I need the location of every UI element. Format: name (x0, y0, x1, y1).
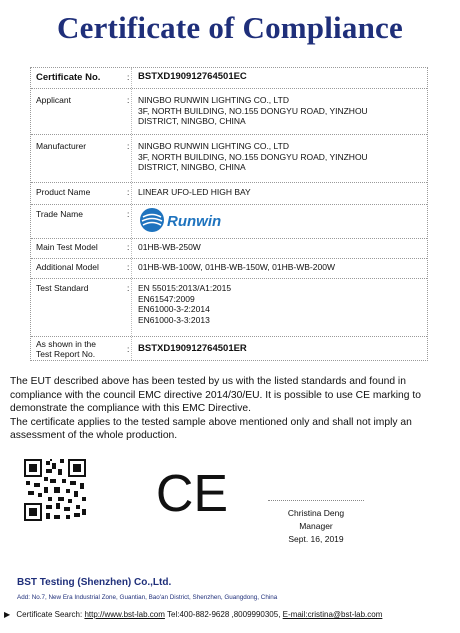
certificate-search-label: Certificate Search: (16, 610, 83, 619)
certificate-no-value: BSTXD190912764501EC (138, 71, 247, 82)
signatory-name: Christina Deng (287, 508, 345, 518)
lab-website-link[interactable]: http://www.bst-lab.com (84, 610, 165, 619)
certificate-search (4, 610, 382, 619)
product-name-row (31, 182, 427, 205)
qr-code (22, 457, 88, 523)
runwin-logo (138, 206, 228, 234)
test-standard-row (31, 278, 427, 337)
test-standard-label: Test Standard (36, 283, 89, 293)
colon: : (127, 95, 130, 105)
colon: : (127, 209, 130, 219)
additional-model-row (31, 258, 427, 279)
product-name-label: Product Name (36, 187, 91, 197)
main-test-model-row (31, 238, 427, 259)
product-name-value: LINEAR UFO-LED HIGH BAY (138, 187, 251, 197)
lab-email-link[interactable]: E-mail:cristina@bst-lab.com (282, 610, 383, 619)
manufacturer-label: Manufacturer (36, 141, 87, 151)
colon: : (127, 283, 130, 293)
test-report-value: BSTXD190912764501ER (138, 343, 247, 354)
certificate-no-label: Certificate No. (36, 72, 101, 83)
certificate-title: Certificate of Compliance (57, 10, 403, 45)
test-report-label: As shown in the Test Report No. (36, 339, 97, 359)
lab-address: Add: No.7, New Era Industrial Zone, Guantian, Bao'an District, Shenzhen, Guangdong, China (17, 594, 278, 601)
test-standard-line: EN61547:2009 (138, 293, 195, 304)
compliance-statement (10, 375, 450, 443)
manufacturer-line: 3F, NORTH BUILDING, NO.155 DONGYU ROAD, YINZHOU (138, 151, 368, 162)
colon: : (127, 72, 130, 82)
trade-name-label: Trade Name (36, 209, 83, 219)
signature-line (268, 500, 364, 501)
additional-model-label: Additional Model (36, 262, 99, 272)
applicant-row (31, 88, 427, 135)
arrow-icon: ▶ (4, 610, 11, 619)
manufacturer-row (31, 134, 427, 183)
colon: : (127, 141, 130, 151)
test-standard-line: EN61000-3-2:2014 (138, 304, 210, 314)
applicant-value (138, 95, 421, 127)
applicant-line: NINGBO RUNWIN LIGHTING CO., LTD (138, 95, 289, 105)
signature-date: Sept. 16, 2019 (288, 534, 344, 544)
main-test-model-label: Main Test Model (36, 242, 98, 252)
test-standard-line: EN61000-3-3:2013 (138, 314, 210, 325)
statement-paragraph: The certificate applies to the tested sample above mentioned only and shall not imply an assessment of the whole production. (10, 416, 412, 442)
lab-name: BST Testing (Shenzhen) Co.,Ltd. (17, 577, 172, 588)
test-standard-value (138, 283, 421, 325)
statement-paragraph: The EUT described above has been tested by us with the listed standards and found in compliance with the council EMC directive 2014/30/EU. It is possible to use CE marking to demonstrate the compliance with this EMC Directive. (10, 376, 421, 415)
applicant-line: DISTRICT, NINGBO, CHINA (138, 116, 246, 126)
manufacturer-line: NINGBO RUNWIN LIGHTING CO., LTD (138, 141, 289, 151)
test-report-row (31, 336, 427, 362)
colon: : (127, 344, 130, 354)
logo-wordmark: Runwin (167, 213, 222, 230)
main-test-model-value: 01HB-WB-250W (138, 242, 201, 252)
signatory-title: Manager (299, 521, 333, 531)
manufacturer-value (138, 141, 421, 173)
colon: : (127, 242, 130, 252)
certificate-details-table (30, 67, 428, 361)
applicant-label: Applicant (36, 95, 71, 105)
svg-text:CE: CE (155, 466, 229, 518)
applicant-line: 3F, NORTH BUILDING, NO.155 DONGYU ROAD, YINZHOU (138, 105, 368, 116)
ce-mark (152, 466, 232, 518)
additional-model-value: 01HB-WB-100W, 01HB-WB-150W, 01HB-WB-200W (138, 262, 335, 272)
certificate-no-row (31, 68, 427, 89)
trade-name-row (31, 204, 427, 239)
signature-block (268, 500, 364, 546)
manufacturer-line: DISTRICT, NINGBO, CHINA (138, 162, 246, 172)
test-standard-line: EN 55015:2013/A1:2015 (138, 283, 232, 293)
colon: : (127, 187, 130, 197)
colon: : (127, 262, 130, 272)
lab-phone: Tel:400-882-9628 ,8009990305, (167, 610, 281, 619)
